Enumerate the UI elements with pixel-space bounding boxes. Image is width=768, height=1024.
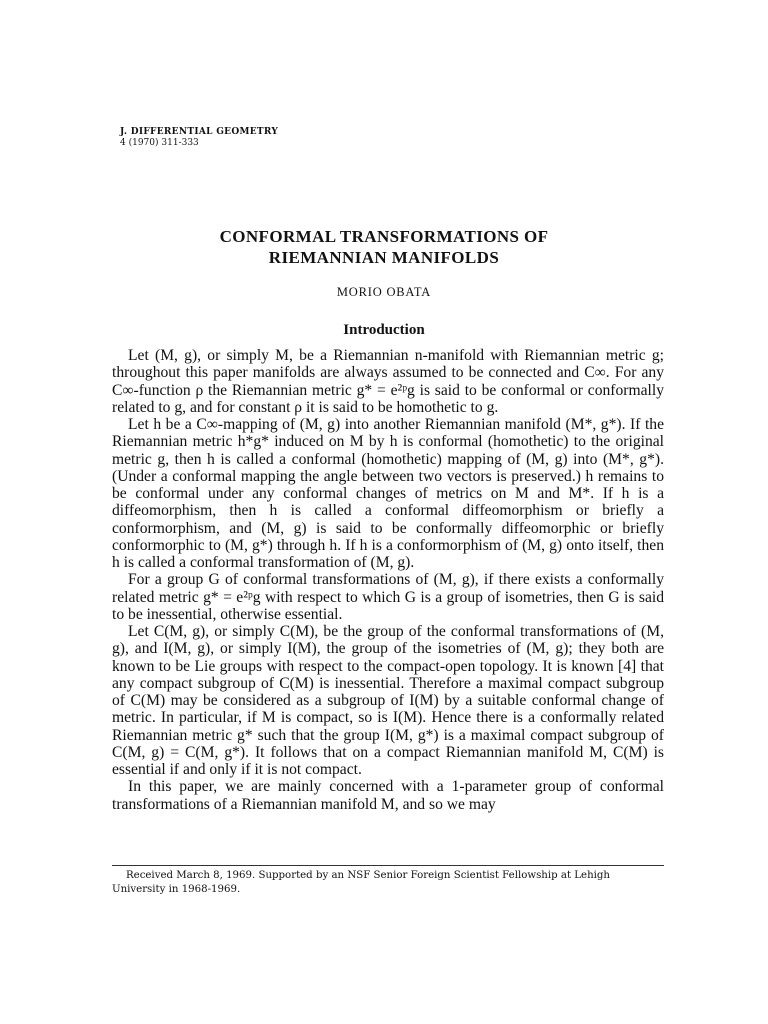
paper-title <box>0 226 768 268</box>
paragraph: Let (M, g), or simply M, be a Riemannian n-manifold with Riemannian metric g; throughout this paper manifolds are always assumed to be connected and C∞. For any C∞-function ρ the Riemannian metric g* = e²ᵖg is said to be conformal or conformally related to g, and for constant ρ it is said to be homothetic to g. <box>112 347 664 416</box>
body-text <box>112 347 664 813</box>
paragraph: Let C(M, g), or simply C(M), be the group of the conformal transformations of (M, g), and I(M, g), or simply I(M), the group of the isometries of (M, g); they both are known to be Lie groups with respect to the compact-open topology. It is known [4] that any compact subgroup of C(M) is inessential. Therefore a maximal compact subgroup of C(M) may be considered as a subgroup of I(M) by a suitable conformal change of metric. In particular, if M is compact, so is I(M). Hence there is a conformally related Riemannian metric g* such that the group I(M, g*) is a maximal compact subgroup of C(M, g) = C(M, g*). It follows that on a compact Riemannian manifold M, C(M) is essential if and only if it is not compact. <box>112 623 664 778</box>
journal-citation: 4 (1970) 311-333 <box>120 138 199 148</box>
journal-header <box>120 127 278 149</box>
footnote-rule <box>112 865 664 866</box>
journal-name: J. DIFFERENTIAL GEOMETRY <box>120 127 279 137</box>
paragraph: Let h be a C∞-mapping of (M, g) into another Riemannian manifold (M*, g*). If the Riemannian metric h*g* induced on M by h is conformal (homothetic) to the original metric g, then h is called a conformal (homothetic) mapping of (M, g) into (M*, g*). (Under a conformal mapping the angle between two vectors is preserved.) h remains to be conformal under any conformal changes of metrics on M and M*. If h is a diffeomorphism, then h is called a conformal diffeomorphism or briefly a conformorphism, and (M, g) is said to be conformally diffeomorphic or briefly conformorphic to (M, g*) through h. If h is a conformorphism of (M, g) onto itself, then h is called a conformal transformation of (M, g). <box>112 416 664 571</box>
footnote: Received March 8, 1969. Supported by an NSF Senior Foreign Scientist Fellowship at Lehigh University in 1968-1969. <box>112 870 610 895</box>
title-line-1: CONFORMAL TRANSFORMATIONS OF <box>219 227 549 246</box>
paragraph: In this paper, we are mainly concerned with a 1-parameter group of conformal transformations of a Riemannian manifold M, and so we may <box>112 778 664 813</box>
paragraph: For a group G of conformal transformations of (M, g), if there exists a conformally related metric g* = e²ᵖg with respect to which G is a group of isometries, then G is said to be inessential, otherwise essential. <box>112 571 664 623</box>
title-line-2: RIEMANNIAN MANIFOLDS <box>268 248 500 267</box>
author-name: MORIO OBATA <box>336 285 432 299</box>
section-heading: Introduction <box>343 322 425 338</box>
